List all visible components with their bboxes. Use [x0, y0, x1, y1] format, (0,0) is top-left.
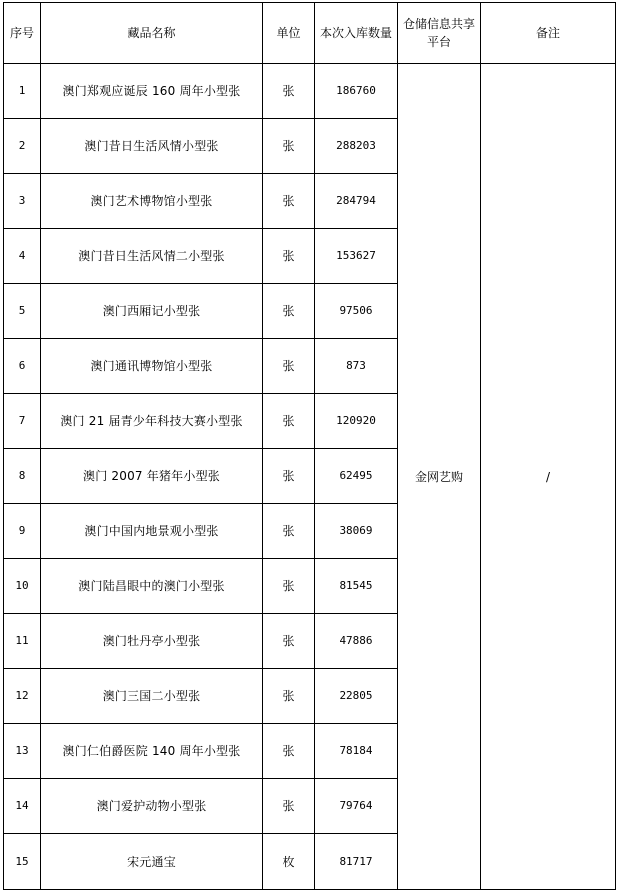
row-name: 澳门昔日生活风情小型张	[41, 119, 263, 174]
row-index: 2	[4, 119, 41, 174]
row-quantity: 873	[315, 339, 398, 394]
row-unit: 枚	[263, 834, 315, 890]
row-unit: 张	[263, 779, 315, 834]
row-name: 澳门通讯博物馆小型张	[41, 339, 263, 394]
row-unit: 张	[263, 724, 315, 779]
row-name: 澳门昔日生活风情二小型张	[41, 229, 263, 284]
row-name: 澳门艺术博物馆小型张	[41, 174, 263, 229]
row-index: 1	[4, 64, 41, 119]
row-name: 澳门 2007 年猪年小型张	[41, 449, 263, 504]
header-quantity: 本次入库数量	[315, 3, 398, 64]
row-quantity: 284794	[315, 174, 398, 229]
row-index: 6	[4, 339, 41, 394]
row-name: 澳门牡丹亭小型张	[41, 614, 263, 669]
row-index: 5	[4, 284, 41, 339]
row-name: 澳门陆昌眼中的澳门小型张	[41, 559, 263, 614]
row-unit: 张	[263, 449, 315, 504]
table-row	[4, 64, 616, 119]
row-quantity: 79764	[315, 779, 398, 834]
row-index: 8	[4, 449, 41, 504]
row-index: 9	[4, 504, 41, 559]
row-name: 澳门三国二小型张	[41, 669, 263, 724]
header-unit: 单位	[263, 3, 315, 64]
row-quantity: 78184	[315, 724, 398, 779]
inventory-table	[3, 2, 616, 890]
row-index: 4	[4, 229, 41, 284]
header-index: 序号	[4, 3, 41, 64]
row-unit: 张	[263, 174, 315, 229]
header-platform: 仓储信息共享平台	[398, 3, 481, 64]
row-name: 澳门西厢记小型张	[41, 284, 263, 339]
row-quantity: 186760	[315, 64, 398, 119]
row-unit: 张	[263, 284, 315, 339]
row-quantity: 47886	[315, 614, 398, 669]
row-quantity: 288203	[315, 119, 398, 174]
row-name: 澳门 21 届青少年科技大赛小型张	[41, 394, 263, 449]
row-unit: 张	[263, 504, 315, 559]
row-quantity: 38069	[315, 504, 398, 559]
row-index: 15	[4, 834, 41, 890]
row-name: 澳门爱护动物小型张	[41, 779, 263, 834]
platform-cell: 金网艺购	[398, 64, 481, 890]
row-unit: 张	[263, 559, 315, 614]
row-index: 12	[4, 669, 41, 724]
row-quantity: 153627	[315, 229, 398, 284]
remark-cell: /	[481, 64, 616, 890]
row-quantity: 81545	[315, 559, 398, 614]
table-body	[4, 64, 616, 890]
row-index: 14	[4, 779, 41, 834]
row-name: 澳门中国内地景观小型张	[41, 504, 263, 559]
row-quantity: 81717	[315, 834, 398, 890]
row-unit: 张	[263, 119, 315, 174]
row-quantity: 120920	[315, 394, 398, 449]
row-unit: 张	[263, 339, 315, 394]
row-name: 澳门郑观应诞辰 160 周年小型张	[41, 64, 263, 119]
row-unit: 张	[263, 64, 315, 119]
header-name: 藏品名称	[41, 3, 263, 64]
row-index: 7	[4, 394, 41, 449]
row-index: 10	[4, 559, 41, 614]
row-quantity: 97506	[315, 284, 398, 339]
table-header-row	[4, 3, 616, 64]
row-unit: 张	[263, 614, 315, 669]
row-index: 11	[4, 614, 41, 669]
row-index: 3	[4, 174, 41, 229]
row-name: 澳门仁伯爵医院 140 周年小型张	[41, 724, 263, 779]
row-name: 宋元通宝	[41, 834, 263, 890]
row-unit: 张	[263, 394, 315, 449]
row-unit: 张	[263, 229, 315, 284]
row-unit: 张	[263, 669, 315, 724]
row-quantity: 22805	[315, 669, 398, 724]
header-remark: 备注	[481, 3, 616, 64]
row-index: 13	[4, 724, 41, 779]
row-quantity: 62495	[315, 449, 398, 504]
